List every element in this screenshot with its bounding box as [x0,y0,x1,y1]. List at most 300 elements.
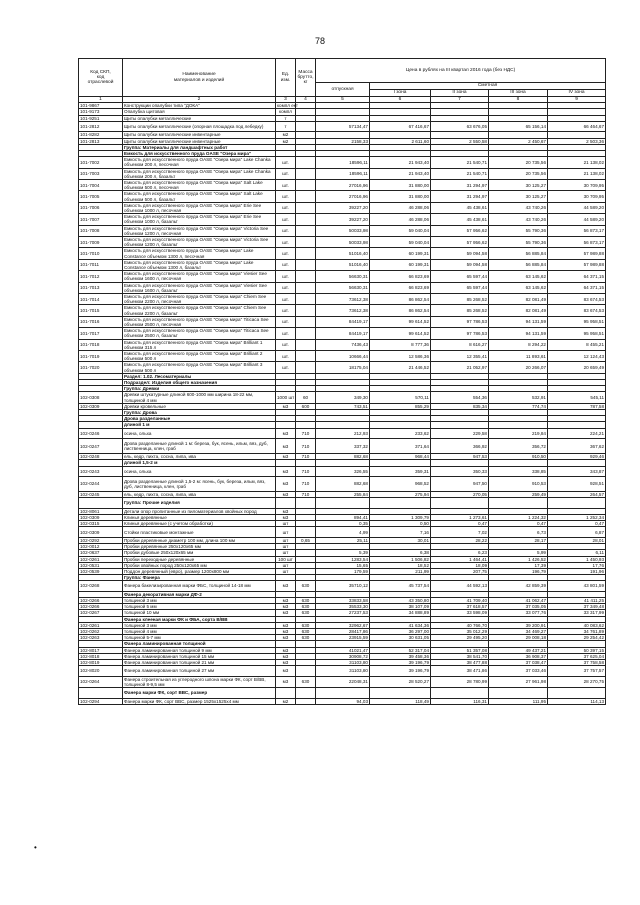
header-zone-3: III зона [489,90,548,97]
zone1-price-cell: 66 823,69 [370,282,431,293]
release-price-cell: 15,65 [316,562,370,568]
zone1-price-cell: 28 520,27 [370,676,431,687]
unit-cell: м3 [276,629,296,635]
release-price-cell: 35533,30 [316,604,370,610]
zone4-price-cell: 264,57 [548,492,606,498]
code-cell: 102-0261 [79,556,123,562]
table-row [79,236,606,247]
code-cell: 102-0292 [79,537,123,543]
code-cell: 102-0248 [79,454,123,460]
code-cell: 101-7011 [79,259,123,270]
zone4-price-cell: 30 709,95 [548,191,606,202]
release-price-cell: 56630,31 [316,282,370,293]
code-cell: 101-2813 [79,138,123,144]
zone4-price-cell: 57 989,88 [548,248,606,259]
zone1-price-cell: 36 297,00 [370,629,431,635]
zone1-price-cell: 39 196,79 [370,666,431,677]
code-cell: 101-8282 [79,132,123,138]
zone2-price-cell: 28 780,99 [431,676,489,687]
code-cell: 102-0309 [79,514,123,520]
zone2-price-cell: 44 592,13 [431,581,489,592]
table-row [79,392,606,403]
mass-cell [296,157,316,168]
zone3-price-cell: 36 908,37 [489,653,548,659]
zone1-price-cell: 8 777,36 [370,339,431,350]
col-number: 6 [370,97,431,103]
name-cell: Пробки хвойных пород 250х120х65 мм [123,562,276,568]
zone2-price-cell: 0,47 [431,521,489,527]
release-price-cell: 27016,96 [316,179,370,190]
release-price-cell: 57134,47 [316,121,370,132]
code-cell: 101-7013 [79,282,123,293]
mass-cell [296,362,316,373]
zone4-price-cell: 50 397,15 [548,647,606,653]
unit-cell: м3 [276,610,296,616]
name-cell: Емкость для искусственного пруда OASE "Озера мира" Titicaca See объемом 2500 л, песочная [123,316,276,327]
unit-cell: шт. [276,202,296,213]
mass-cell: 710 [296,454,316,460]
code-cell: 101-7020 [79,362,123,373]
code-cell: 102-0262 [79,629,123,635]
mass-cell [296,259,316,270]
name-cell: Дрова разделанные длиной 1 м: береза, бук, ясень, ильм, вяз, дуб, лиственница, клен, граб [123,439,276,454]
zone1-price-cell: 60 199,31 [370,248,431,259]
zone1-price-cell: 67 416,67 [370,121,431,132]
table-header [79,59,606,103]
col-number: 1 [79,97,123,103]
table-row [79,466,606,477]
zone3-price-cell: 28,17 [489,537,548,543]
table-row [79,248,606,259]
mass-cell [296,168,316,179]
name-cell: Детали опор пропитанные из пиломатериалов хвойных пород [123,508,276,514]
name-cell: Группа: Фанера [123,575,276,581]
zone1-price-cell: 1 506,82 [370,556,431,562]
zone4-price-cell: 57 989,88 [548,259,606,270]
zone2-price-cell: 33 598,09 [431,610,489,616]
zone2-price-cell: 40 766,70 [431,622,489,628]
unit-cell: т [276,121,296,132]
unit-cell: м3 [276,514,296,520]
name-cell: осина, ольха [123,466,276,477]
zone4-price-cell: 30 709,95 [548,179,606,190]
code-cell: 101-7017 [79,328,123,339]
name-cell: Емкость для искусственного пруда OASE "Озера мира" Brilliant 1 объемом 315 л [123,339,276,350]
table-row [79,225,606,236]
unit-cell: шт [276,568,296,574]
zone4-price-cell: 6,11 [548,550,606,556]
release-price-cell: 30908,72 [316,653,370,659]
unit-cell: м3 [276,428,296,439]
zone2-price-cell: 18,09 [431,562,489,568]
zone4-price-cell: 787,58 [548,403,606,409]
table-row [79,339,606,350]
zone2-price-cell: 31 294,97 [431,179,489,190]
table-row [79,202,606,213]
code-cell [79,688,123,699]
table-body [79,103,606,705]
code-cell: 102-8017 [79,647,123,653]
name-cell: Группа: Материалы для ландшафтных работ [123,144,276,150]
zone2-price-cell: 29 495,20 [431,635,489,641]
zone2-price-cell: 41 709,40 [431,598,489,604]
name-cell: Клинья деревянные [123,514,276,520]
zone1-price-cell: 7,16 [370,527,431,538]
code-cell: 102-0246 [79,428,123,439]
table-row [79,581,606,592]
zone3-price-cell: 42 859,39 [489,581,548,592]
table-row [79,121,606,132]
zone1-price-cell: 30 631,05 [370,635,431,641]
zone4-price-cell: 40 083,62 [548,622,606,628]
zone3-price-cell [489,498,548,509]
release-price-cell: 50033,98 [316,225,370,236]
zone2-price-cell: 2 550,58 [431,138,489,144]
zone1-price-cell [370,688,431,699]
name-cell: Опалубка щитовая [123,109,276,115]
zone3-price-cell: 6,73 [489,527,548,538]
zone3-price-cell: 82 081,49 [489,294,548,305]
mass-cell: 600 [296,403,316,409]
zone1-price-cell: 31 880,00 [370,179,431,190]
code-cell: 102-0266 [79,604,123,610]
zone1-price-cell: 211,99 [370,568,431,574]
zone3-price-cell: 356,72 [489,439,548,454]
zone2-price-cell: 59 094,58 [431,248,489,259]
zone3-price-cell: 37 033,46 [489,666,548,677]
zone3-price-cell: 37 035,05 [489,604,548,610]
table-row [79,179,606,190]
unit-cell: м3 [276,635,296,641]
name-cell: Фанера ламинированная толщиной 15 мм [123,653,276,659]
header-price-title: Цена в рублях на III квартал 2016 года (без НДС) [316,59,606,83]
zone2-price-cell: 1 464,41 [431,556,489,562]
zone2-price-cell: 57 956,62 [431,225,489,236]
zone2-price-cell: 21 052,97 [431,362,489,373]
zone2-price-cell: 45 438,61 [431,214,489,225]
mass-cell: 710 [296,466,316,477]
mass-cell [296,248,316,259]
release-price-cell: 212,93 [316,428,370,439]
table-row [79,168,606,179]
zone4-price-cell: 33 317,99 [548,610,606,616]
col-number: 4 [296,97,316,103]
name-cell: Фанера ламинированная толщиной 27 мм [123,666,276,677]
mass-cell [296,271,316,282]
unit-cell: м3 [276,466,296,477]
mass-cell [296,294,316,305]
release-price-cell: 28417,86 [316,629,370,635]
name-cell: толщиной 10 мм [123,610,276,616]
table-row [79,214,606,225]
table-row [79,428,606,439]
name-cell: Емкость для искусственного пруда OASE "Озера мира" [123,150,276,156]
release-price-cell: 255,84 [316,492,370,498]
mass-cell [296,179,316,190]
mass-cell [296,202,316,213]
zone1-price-cell: 855,29 [370,403,431,409]
unit-cell: м3 [276,653,296,659]
release-price-cell: 18596,11 [316,168,370,179]
release-price-cell: 10666,44 [316,351,370,362]
zone3-price-cell: 20 266,07 [489,362,548,373]
name-cell: Подраздел: Изделия общего назначения [123,380,276,386]
mass-cell: 0,65 [296,537,316,543]
name-cell: Фанера строительная из углеродного шпона марки ФК, сорт В/ВВ, толщиной 8-9,5 мм [123,676,276,687]
zone3-price-cell: 20 735,56 [489,157,548,168]
release-price-cell: 56630,31 [316,271,370,282]
table-row [79,698,606,704]
name-cell: Фанера ламинированная толщиной 9 мм [123,647,276,653]
release-price-cell: 31103,80 [316,666,370,677]
unit-cell: шт. [276,248,296,259]
release-price-cell: 33833,58 [316,598,370,604]
release-price-cell: 5,39 [316,550,370,556]
name-cell: толщиной 3 мм [123,598,276,604]
col-number: 2 [123,97,276,103]
name-cell: Щиты опалубки металлические инвентарные [123,138,276,144]
release-price-cell: 22048,31 [316,676,370,687]
unit-cell: шт. [276,316,296,327]
name-cell: Емкость для искусственного пруда OASE "Озера мира" Viesier See объемом 1600 л, песочная [123,271,276,282]
zone2-price-cell: 116,31 [431,698,489,704]
code-cell: 102-0264 [79,676,123,687]
zone4-price-cell: 191,96 [548,568,606,574]
table-row [79,439,606,454]
name-cell: Емкость для искусственного пруда OASE "Озера мира" Chiem See объемом 2200 л, базальт [123,305,276,316]
table-section-row [79,688,606,699]
mass-cell [296,305,316,316]
mass-cell [296,666,316,677]
zone3-price-cell: 63 145,62 [489,271,548,282]
name-cell: Дрова разделанные длиной 1,5-2 м: ясень, бук, береза, ильм, вяз, дуб, лиственница, клен, граб [123,477,276,492]
zone2-price-cell: 12 355,41 [431,351,489,362]
mass-cell [296,236,316,247]
mass-cell [296,339,316,350]
mass-cell: 630 [296,629,316,635]
release-price-cell: 0,35 [316,521,370,527]
page-number: 78 [314,36,325,46]
name-cell: Конструкции опалубки типа "ДОКА" [123,103,276,109]
mass-cell: 630 [296,604,316,610]
release-price-cell [316,688,370,699]
unit-cell: шт [276,550,296,556]
name-cell: Емкость для искусственного пруда OASE "Озера мира" Lake Constance объемом 1300 л, базальт [123,259,276,270]
header-release: отпускная [316,83,370,97]
zone2-price-cell: 35 012,29 [431,629,489,635]
zone1-price-cell: 6,38 [370,550,431,556]
zone1-price-cell: 118,49 [370,698,431,704]
name-cell: Емкость для искусственного пруда OASE "Озера мира" Salt Lake объемом 500 л, базальт [123,191,276,202]
mass-cell: 60 [296,392,316,403]
code-cell: 101-7012 [79,271,123,282]
zone2-price-cell: 97 786,53 [431,328,489,339]
release-price-cell: 7436,43 [316,339,370,350]
unit-cell: шт. [276,259,296,270]
zone2-price-cell: 366,92 [431,439,489,454]
release-price-cell: 18596,11 [316,157,370,168]
header-estimate: Сметная [370,83,606,90]
zone2-price-cell: 38 471,86 [431,666,489,677]
name-cell: Древки кровельные [123,403,276,409]
zone3-price-cell: 37 038,47 [489,660,548,666]
zone3-price-cell: 111,95 [489,698,548,704]
code-cell: 102-0531 [79,562,123,568]
zone4-price-cell: 0,47 [548,521,606,527]
unit-cell: м3 [276,666,296,677]
name-cell: Группа: Древки [123,386,276,392]
zone4-price-cell: 37 349,48 [548,604,606,610]
mass-cell: 630 [296,635,316,641]
code-cell: 102-0308 [79,392,123,403]
name-cell: Раздел: 1.02. Лесоматериалы [123,373,276,379]
zone3-price-cell: 29 008,18 [489,635,548,641]
code-cell: 102-8019 [79,660,123,666]
release-price-cell: 73612,38 [316,305,370,316]
name-cell: Емкость для искусственного пруда OASE "Озера мира" Brilliant 2 объемом 500 л [123,351,276,362]
mass-cell [296,498,316,509]
zone2-price-cell [431,688,489,699]
zone1-price-cell: 275,94 [370,492,431,498]
mass-cell [296,282,316,293]
unit-cell: м3 [276,647,296,653]
unit-cell: шт. [276,168,296,179]
zone2-price-cell: 85 268,52 [431,305,489,316]
table-row [79,191,606,202]
code-cell: 101-2812 [79,121,123,132]
unit-cell: шт. [276,305,296,316]
unit-cell: компл ект [277,103,298,109]
code-cell: 101-7010 [79,248,123,259]
mass-cell: 710 [296,439,316,454]
unit-cell: шт. [276,294,296,305]
zone2-price-cell: 8 616,27 [431,339,489,350]
zone1-price-cell: 1 309,79 [370,514,431,520]
unit-cell: шт. [276,179,296,190]
name-cell: Группа: Прочие изделия [123,498,276,509]
name-cell: Фанера марки ФК, сорт ВВС, размер [123,688,276,699]
col-number: 3 [276,97,296,103]
release-price-cell: 326,55 [316,466,370,477]
zone1-price-cell: 39 458,36 [370,653,431,659]
zone1-price-cell: 18,52 [370,562,431,568]
zone3-price-cell: 5,99 [489,550,548,556]
zone4-price-cell: 21 138,02 [548,168,606,179]
unit-cell: м3 [276,660,296,666]
zone1-price-cell: 34 888,89 [370,610,431,616]
name-cell: осина, ольха [123,428,276,439]
table-row [79,362,606,373]
zone2-price-cell: 947,53 [431,454,489,460]
unit-cell: 100 шт [276,556,296,562]
mass-cell [296,688,316,699]
zone1-price-cell: 46 288,06 [370,214,431,225]
table-row [79,666,606,677]
unit-cell: шт. [276,362,296,373]
mass-cell [296,328,316,339]
mass-cell [296,214,316,225]
zone4-price-cell: 1 252,34 [548,514,606,520]
unit-cell: т [276,115,296,121]
zone3-price-cell: 17,39 [489,562,548,568]
table-row [79,282,606,293]
code-cell: 102-0268 [79,581,123,592]
header-name: Наименование материалов и изделий [123,59,276,97]
name-cell: Емкость для искусственного пруда OASE "Озера мира" Lake Chanka объемом 200 л, песочная [123,157,276,168]
zone4-price-cell: 41 411,25 [548,598,606,604]
name-cell: Емкость для искусственного пруда OASE "Озера мира" Erie See объемом 1000 л, песочная [123,202,276,213]
zone1-price-cell: 66 823,69 [370,271,431,282]
release-price-cell: 882,68 [316,454,370,460]
col-number: 7 [431,97,489,103]
unit-cell: м3 [276,454,296,460]
unit-cell: компл [276,109,296,115]
col-number: 9 [548,97,606,103]
name-cell: Емкость для искусственного пруда OASE "Озера мира" Brilliant 3 объемом 500 л [123,362,276,373]
name-cell: Фанера ламинированная толщиной 21 мм [123,660,276,666]
release-price-cell: 84419,17 [316,328,370,339]
col-number: 8 [489,97,548,103]
zone4-price-cell [548,498,606,509]
unit-cell: шт. [276,236,296,247]
zone3-price-cell: 65 156,14 [489,121,548,132]
name-cell: Емкость для искусственного пруда OASE "Озера мира" Viesier See объемом 1600 л, базальт [123,282,276,293]
unit-cell: шт [276,537,296,543]
zone4-price-cell: 34 761,89 [548,629,606,635]
zone4-price-cell: 64 371,15 [548,271,606,282]
zone4-price-cell: 8 455,21 [548,339,606,350]
code-cell: 102-0637 [79,550,123,556]
zone3-price-cell: 1 426,52 [489,556,548,562]
zone1-price-cell [370,498,431,509]
zone3-price-cell: 910,53 [489,477,548,492]
margin-mark: • [34,843,37,852]
zone1-price-cell: 21 943,40 [370,168,431,179]
zone1-price-cell: 45 737,54 [370,581,431,592]
table-row [79,351,606,362]
release-price-cell: 1283,54 [316,556,370,562]
name-cell: Фанера декоративная марки ДФ-2 [123,591,276,597]
zone1-price-cell: 0,50 [370,521,431,527]
table-row [79,676,606,687]
code-cell: 102-0266 [79,598,123,604]
name-cell: Емкость для искусственного пруда OASE "Озера мира" Erie See объемом 1000 л, базальт [123,214,276,225]
mass-cell: 630 [296,622,316,628]
code-cell: 102-0263 [79,635,123,641]
zone3-price-cell: 0,47 [489,521,548,527]
zone4-price-cell: 928,51 [548,477,606,492]
zone4-price-cell: 28,01 [548,537,606,543]
release-price-cell: 2158,33 [316,138,370,144]
release-price-cell: 4,99 [316,527,370,538]
name-cell: Емкость для искусственного пруда OASE "Озера мира" Victoria See объемом 1200 л, песочная [123,225,276,236]
zone1-price-cell: 12 586,36 [370,351,431,362]
code-cell: 102-0261 [79,622,123,628]
mass-cell: 710 [296,428,316,439]
zone3-price-cell: 8 294,22 [489,339,548,350]
unit-cell: м3 [276,581,296,592]
col-number: 5 [316,97,370,103]
release-price-cell: 84419,17 [316,316,370,327]
zone1-price-cell: 60 199,31 [370,259,431,270]
zone1-price-cell: 86 862,54 [370,294,431,305]
code-cell: 101-7019 [79,351,123,362]
zone1-price-cell: 39 196,79 [370,660,431,666]
zone4-price-cell: 95 958,51 [548,328,606,339]
release-price-cell: 94,03 [316,698,370,704]
mass-cell: 630 [296,581,316,592]
release-price-cell: 73612,38 [316,294,370,305]
